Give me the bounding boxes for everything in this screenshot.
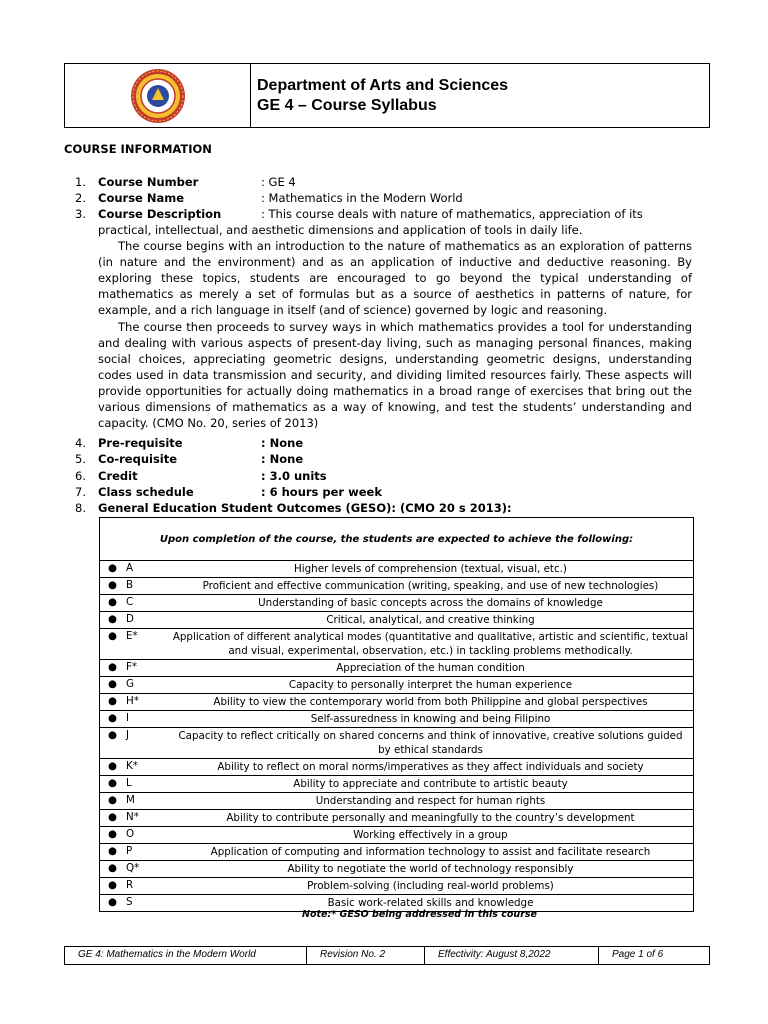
item-label: Pre-requisite: [98, 436, 183, 450]
geso-row: [100, 578, 693, 595]
item-number: 2.: [75, 191, 86, 205]
geso-outcome-text: Application of different analytical modes (quantitative and qualitative, artistic and scientific, textual and visual, experimental, observation, etc.) in tackling problems methodically.: [172, 631, 689, 657]
geso-code-cell: [100, 827, 168, 843]
geso-code: A: [126, 562, 134, 574]
geso-code: C: [126, 596, 134, 608]
geso-outcome-text: Problem-solving (including real-world problems): [307, 880, 554, 892]
geso-code-cell: [100, 694, 168, 710]
geso-outcome-text: Understanding and respect for human rights: [315, 795, 546, 807]
geso-code-cell: [100, 878, 168, 894]
document-header: [64, 63, 710, 128]
geso-code-cell: [100, 578, 168, 594]
department-title: Department of Arts and Sciences: [257, 76, 509, 94]
college-seal-logo: [130, 68, 186, 124]
geso-outcome-text: Working effectively in a group: [353, 829, 508, 841]
item-label: General Education Student Outcomes (GESO): (CMO 20 s 2013):: [98, 501, 512, 515]
item-number: 4.: [75, 436, 86, 450]
geso-table: [99, 517, 694, 912]
bullet-icon: ●: [108, 862, 117, 874]
geso-outcome-text: Ability to appreciate and contribute to artistic beauty: [293, 778, 568, 790]
footer-course: GE 4: Mathematics in the Modern World: [65, 947, 307, 964]
geso-code: D: [126, 613, 134, 625]
geso-row: [100, 861, 693, 878]
geso-code: R: [126, 879, 134, 891]
geso-code-cell: [100, 895, 168, 911]
item-label: Course Number: [98, 175, 199, 189]
geso-code: I: [126, 712, 130, 724]
item-value: : None: [261, 452, 304, 466]
geso-row: [100, 677, 693, 694]
geso-code-cell: [100, 711, 168, 727]
geso-code: M: [126, 794, 135, 806]
geso-code: L: [126, 777, 132, 789]
geso-code-cell: [100, 759, 168, 775]
geso-code: G: [126, 678, 134, 690]
document-footer: [64, 946, 710, 965]
geso-code-cell: [100, 561, 168, 577]
item-label: Course Name: [98, 191, 185, 205]
geso-row: [100, 660, 693, 677]
item-number: 5.: [75, 452, 86, 466]
geso-row: [100, 793, 693, 810]
geso-code: S: [126, 896, 133, 908]
bullet-icon: ●: [108, 794, 117, 806]
syllabus-title: GE 4 – Course Syllabus: [257, 96, 437, 114]
geso-row: [100, 561, 693, 578]
bullet-icon: ●: [108, 879, 117, 891]
bullet-icon: ●: [108, 630, 117, 642]
bullet-icon: ●: [108, 596, 117, 608]
item-value: : Mathematics in the Modern World: [261, 191, 463, 205]
bullet-icon: ●: [108, 712, 117, 724]
geso-outcome-text: Capacity to reflect critically on shared concerns and think of innovative, creative solutions guided by ethical standards: [178, 730, 683, 756]
logo-cell: [65, 64, 251, 127]
geso-row: [100, 759, 693, 776]
item-number: 8.: [75, 501, 86, 515]
bullet-icon: ●: [108, 811, 117, 823]
geso-outcome-text: Understanding of basic concepts across the domains of knowledge: [258, 597, 603, 609]
item-number: 6.: [75, 469, 86, 483]
header-title: [251, 64, 709, 127]
item-label: Co-requisite: [98, 452, 178, 466]
geso-row: [100, 827, 693, 844]
geso-rows: [100, 561, 693, 911]
bullet-icon: ●: [108, 760, 117, 772]
bullet-icon: ●: [108, 828, 117, 840]
geso-outcome-text: Ability to view the contemporary world from both Philippine and global perspectives: [213, 696, 648, 708]
geso-row: [100, 612, 693, 629]
item-label: Credit: [98, 469, 138, 483]
geso-row: [100, 595, 693, 612]
item-number: 3.: [75, 207, 86, 221]
item-value: : 6 hours per week: [261, 485, 382, 499]
bullet-icon: ●: [108, 845, 117, 857]
item-value: : None: [261, 436, 304, 450]
geso-code-cell: [100, 728, 168, 758]
geso-outcome-text: Ability to negotiate the world of technology responsibly: [287, 863, 574, 875]
geso-outcome-text: Basic work-related skills and knowledge: [327, 897, 534, 909]
item-number: 1.: [75, 175, 86, 189]
geso-outcome-text: Application of computing and information technology to assist and facilitate research: [210, 846, 651, 858]
geso-row: [100, 810, 693, 827]
geso-code: E*: [126, 630, 138, 642]
footer-page: Page 1 of 6: [612, 949, 664, 960]
section-title: COURSE INFORMATION: [64, 142, 212, 156]
geso-code-cell: [100, 595, 168, 611]
geso-table-heading: Upon completion of the course, the students are expected to achieve the following:: [100, 518, 693, 561]
geso-outcome-text: Self-assuredness in knowing and being Filipino: [310, 713, 551, 725]
item-value: : 3.0 units: [261, 469, 327, 483]
geso-code-cell: [100, 629, 168, 659]
bullet-icon: ●: [108, 562, 117, 574]
geso-outcome-text: Capacity to personally interpret the human experience: [288, 679, 573, 691]
geso-outcome-text: Ability to reflect on moral norms/imperatives as they affect individuals and society: [217, 761, 644, 773]
geso-outcome-text: Appreciation of the human condition: [336, 662, 525, 674]
geso-code-cell: [100, 677, 168, 693]
geso-code-cell: [100, 660, 168, 676]
geso-row: [100, 694, 693, 711]
bullet-icon: ●: [108, 695, 117, 707]
course-description-text: [98, 222, 692, 431]
geso-code-cell: [100, 776, 168, 792]
geso-outcome-text: Critical, analytical, and creative thinking: [326, 614, 535, 626]
geso-code: F*: [126, 661, 138, 673]
footer-effectivity: Effectivity: August 8,2022: [425, 947, 599, 964]
bullet-icon: ●: [108, 678, 117, 690]
geso-outcome-text: Ability to contribute personally and meaningfully to the country’s development: [226, 812, 635, 824]
item-number: 7.: [75, 485, 86, 499]
geso-row: [100, 711, 693, 728]
geso-code: J: [126, 729, 130, 741]
footer-revision: Revision No. 2: [307, 947, 425, 964]
geso-code: H*: [126, 695, 139, 707]
geso-row: [100, 728, 693, 759]
bullet-icon: ●: [108, 613, 117, 625]
geso-row: [100, 776, 693, 793]
geso-row: [100, 844, 693, 861]
bullet-icon: ●: [108, 579, 117, 591]
description-paragraph: The course begins with an introduction to the nature of mathematics as an exploration of patterns (in nature and the environment) and as an application of inductive and deductive reasoning. By exploring these topics, students are encouraged to go beyond the typical understanding of mathematics as merely a set of formulas but as a source of aesthetics in patterns of nature, for example, and a rich language in itself (and of science) governed by logic and reasoning.: [98, 239, 692, 318]
geso-code-cell: [100, 612, 168, 628]
geso-code: B: [126, 579, 134, 591]
geso-code-cell: [100, 810, 168, 826]
geso-code-cell: [100, 861, 168, 877]
geso-note: Note:* GESO being addressed in this course: [302, 909, 537, 920]
geso-code: K*: [126, 760, 138, 772]
geso-code: Q*: [126, 862, 140, 874]
geso-row: [100, 878, 693, 895]
item-label: Class schedule: [98, 485, 194, 499]
geso-code: N*: [126, 811, 139, 823]
bullet-icon: ●: [108, 729, 117, 741]
item-value: : GE 4: [261, 175, 296, 189]
bullet-icon: ●: [108, 661, 117, 673]
geso-outcome-text: Proficient and effective communication (writing, speaking, and use of new technologies): [202, 580, 659, 592]
geso-outcome-text: Higher levels of comprehension (textual, visual, etc.): [294, 563, 567, 575]
bullet-icon: ●: [108, 896, 117, 908]
geso-code-cell: [100, 793, 168, 809]
description-paragraph: The course then proceeds to survey ways in which mathematics provides a tool for understanding and dealing with various aspects of present-day living, such as managing personal finances, making social choices, appreciating geometric designs, understanding geometric designs, understanding codes used in data transmission and security, and dividing limited resources fairly. These aspects will provide opportunities for actually doing mathematics in a broad range of exercises that bring out the various dimensions of mathematics as a way of knowing, and test the students’ understanding and capacity. (CMO No. 20, series of 2013): [98, 319, 692, 431]
geso-code: O: [126, 828, 135, 840]
bullet-icon: ●: [108, 777, 117, 789]
geso-code: P: [126, 845, 133, 857]
geso-row: [100, 629, 693, 660]
description-paragraph: practical, intellectual, and aesthetic dimensions and application of tools in daily life.: [98, 223, 583, 237]
geso-code-cell: [100, 844, 168, 860]
item-label: Course Description: [98, 207, 222, 221]
item-value: : This course deals with nature of mathematics, appreciation of its: [261, 207, 643, 221]
